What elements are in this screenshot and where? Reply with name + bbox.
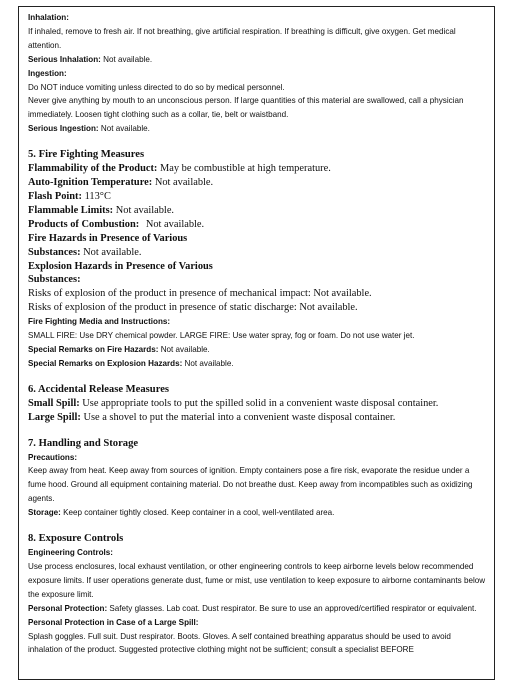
large-spill-text: Use a shovel to put the material into a convenient waste disposal container. [83, 411, 396, 423]
flash-point-value: 113°C [84, 190, 111, 202]
ingestion-label: Ingestion: [28, 68, 67, 78]
large-spill-protection-label: Personal Protection in Case of a Large Spill: [28, 617, 199, 627]
remarks-fire-label: Special Remarks on Fire Hazards: [28, 344, 159, 354]
remarks-explosion-value: Not available. [184, 358, 234, 368]
engineering-controls-text: Use process enclosures, local exhaust ventilation, or other engineering controls to keep airborne levels below recommended exposure limits. If user operations generate dust, fume or mist, use ventilation to keep exposure to airborne contaminants below the exposure limit. [28, 562, 486, 599]
explosion-hazards-label: Explosion Hazards in Presence of Various [28, 260, 213, 272]
explosion-hazards-label-cont: Substances: [28, 274, 81, 286]
small-spill-label: Small Spill: [28, 397, 80, 409]
explosion-mechanical-impact: Risks of explosion of the product in presence of mechanical impact: Not available. [28, 288, 372, 300]
fire-hazards-value: Not available. [83, 246, 142, 258]
ingestion-line-1: Do NOT induce vomiting unless directed to do so by medical personnel. [28, 82, 285, 92]
personal-protection-label: Personal Protection: [28, 603, 108, 613]
media-label: Fire Fighting Media and Instructions: [28, 317, 171, 327]
serious-ingestion-value: Not available. [100, 124, 150, 134]
flash-point-label: Flash Point: [28, 190, 82, 202]
combustion-products-value: Not available. [145, 218, 205, 230]
fire-fighting-section [28, 148, 486, 371]
serious-inhalation-value: Not available. [103, 54, 153, 64]
autoignition-value: Not available. [154, 177, 214, 189]
accidental-release-section [28, 383, 486, 425]
exposure-controls-section [28, 532, 486, 657]
storage-text: Keep container tightly closed. Keep container in a cool, well-ventilated area. [63, 508, 335, 518]
serious-ingestion-label: Serious Ingestion: [28, 124, 99, 134]
remarks-fire-value: Not available. [160, 344, 210, 354]
remarks-explosion-label: Special Remarks on Explosion Hazards: [28, 358, 183, 368]
msds-page [18, 6, 495, 680]
media-text: SMALL FIRE: Use DRY chemical powder. LARGE FIRE: Use water spray, fog or foam. Do not use water jet. [28, 331, 415, 341]
small-spill-text: Use appropriate tools to put the spilled solid in a convenient waste disposal container. [82, 397, 439, 409]
precautions-text: Keep away from heat. Keep away from sources of ignition. Empty containers pose a fire risk, evaporate the residue under a fume hood. Ground all equipment containing material. Do not breathe dust. Keep away from incompatibles such as oxidizing agents. [28, 466, 473, 504]
flammability-value: May be combustible at high temperature. [160, 163, 331, 175]
large-spill-label: Large Spill: [28, 411, 81, 423]
serious-inhalation-label: Serious Inhalation: [28, 54, 101, 64]
fire-fighting-heading: 5. Fire Fighting Measures [28, 149, 145, 161]
fire-hazards-label-cont: Substances: [28, 246, 81, 258]
flammable-limits-value: Not available. [115, 204, 175, 216]
handling-storage-section [28, 437, 486, 521]
exposure-controls-heading: 8. Exposure Controls [28, 533, 124, 545]
combustion-products-label: Products of Combustion: [28, 218, 140, 230]
personal-protection-text: Safety glasses. Lab coat. Dust respirator. Be sure to use an approved/certified respirator or equivalent. [109, 603, 477, 613]
engineering-controls-label: Engineering Controls: [28, 548, 113, 558]
fire-hazards-label: Fire Hazards in Presence of Various [28, 232, 188, 244]
precautions-label: Precautions: [28, 452, 78, 462]
inhalation-text: If inhaled, remove to fresh air. If not breathing, give artificial respiration. If breathing is difficult, give oxygen. Get medical attention. [28, 26, 456, 50]
flammable-limits-label: Flammable Limits: [28, 204, 114, 216]
inhalation-label: Inhalation: [28, 13, 69, 22]
autoignition-label: Auto-Ignition Temperature: [28, 177, 153, 189]
large-spill-protection-text: Splash goggles. Full suit. Dust respirator. Boots. Gloves. A self contained breathing apparatus should be used to avoid inhalation of the product. Suggested protective clothing might not be sufficient; consult a specialist BEFORE [28, 631, 451, 655]
handling-storage-heading: 7. Handling and Storage [28, 437, 139, 449]
first-aid-section [28, 11, 486, 136]
flammability-label: Flammability of the Product: [28, 163, 158, 175]
ingestion-line-2: Never give anything by mouth to an unconscious person. If large quantities of this material are swallowed, call a physician immediately. Loosen tight clothing such as a collar, tie, belt or waistband. [28, 96, 464, 120]
explosion-static-discharge: Risks of explosion of the product in presence of static discharge: Not available. [28, 302, 358, 314]
storage-label: Storage: [28, 508, 61, 518]
accidental-release-heading: 6. Accidental Release Measures [28, 383, 170, 395]
